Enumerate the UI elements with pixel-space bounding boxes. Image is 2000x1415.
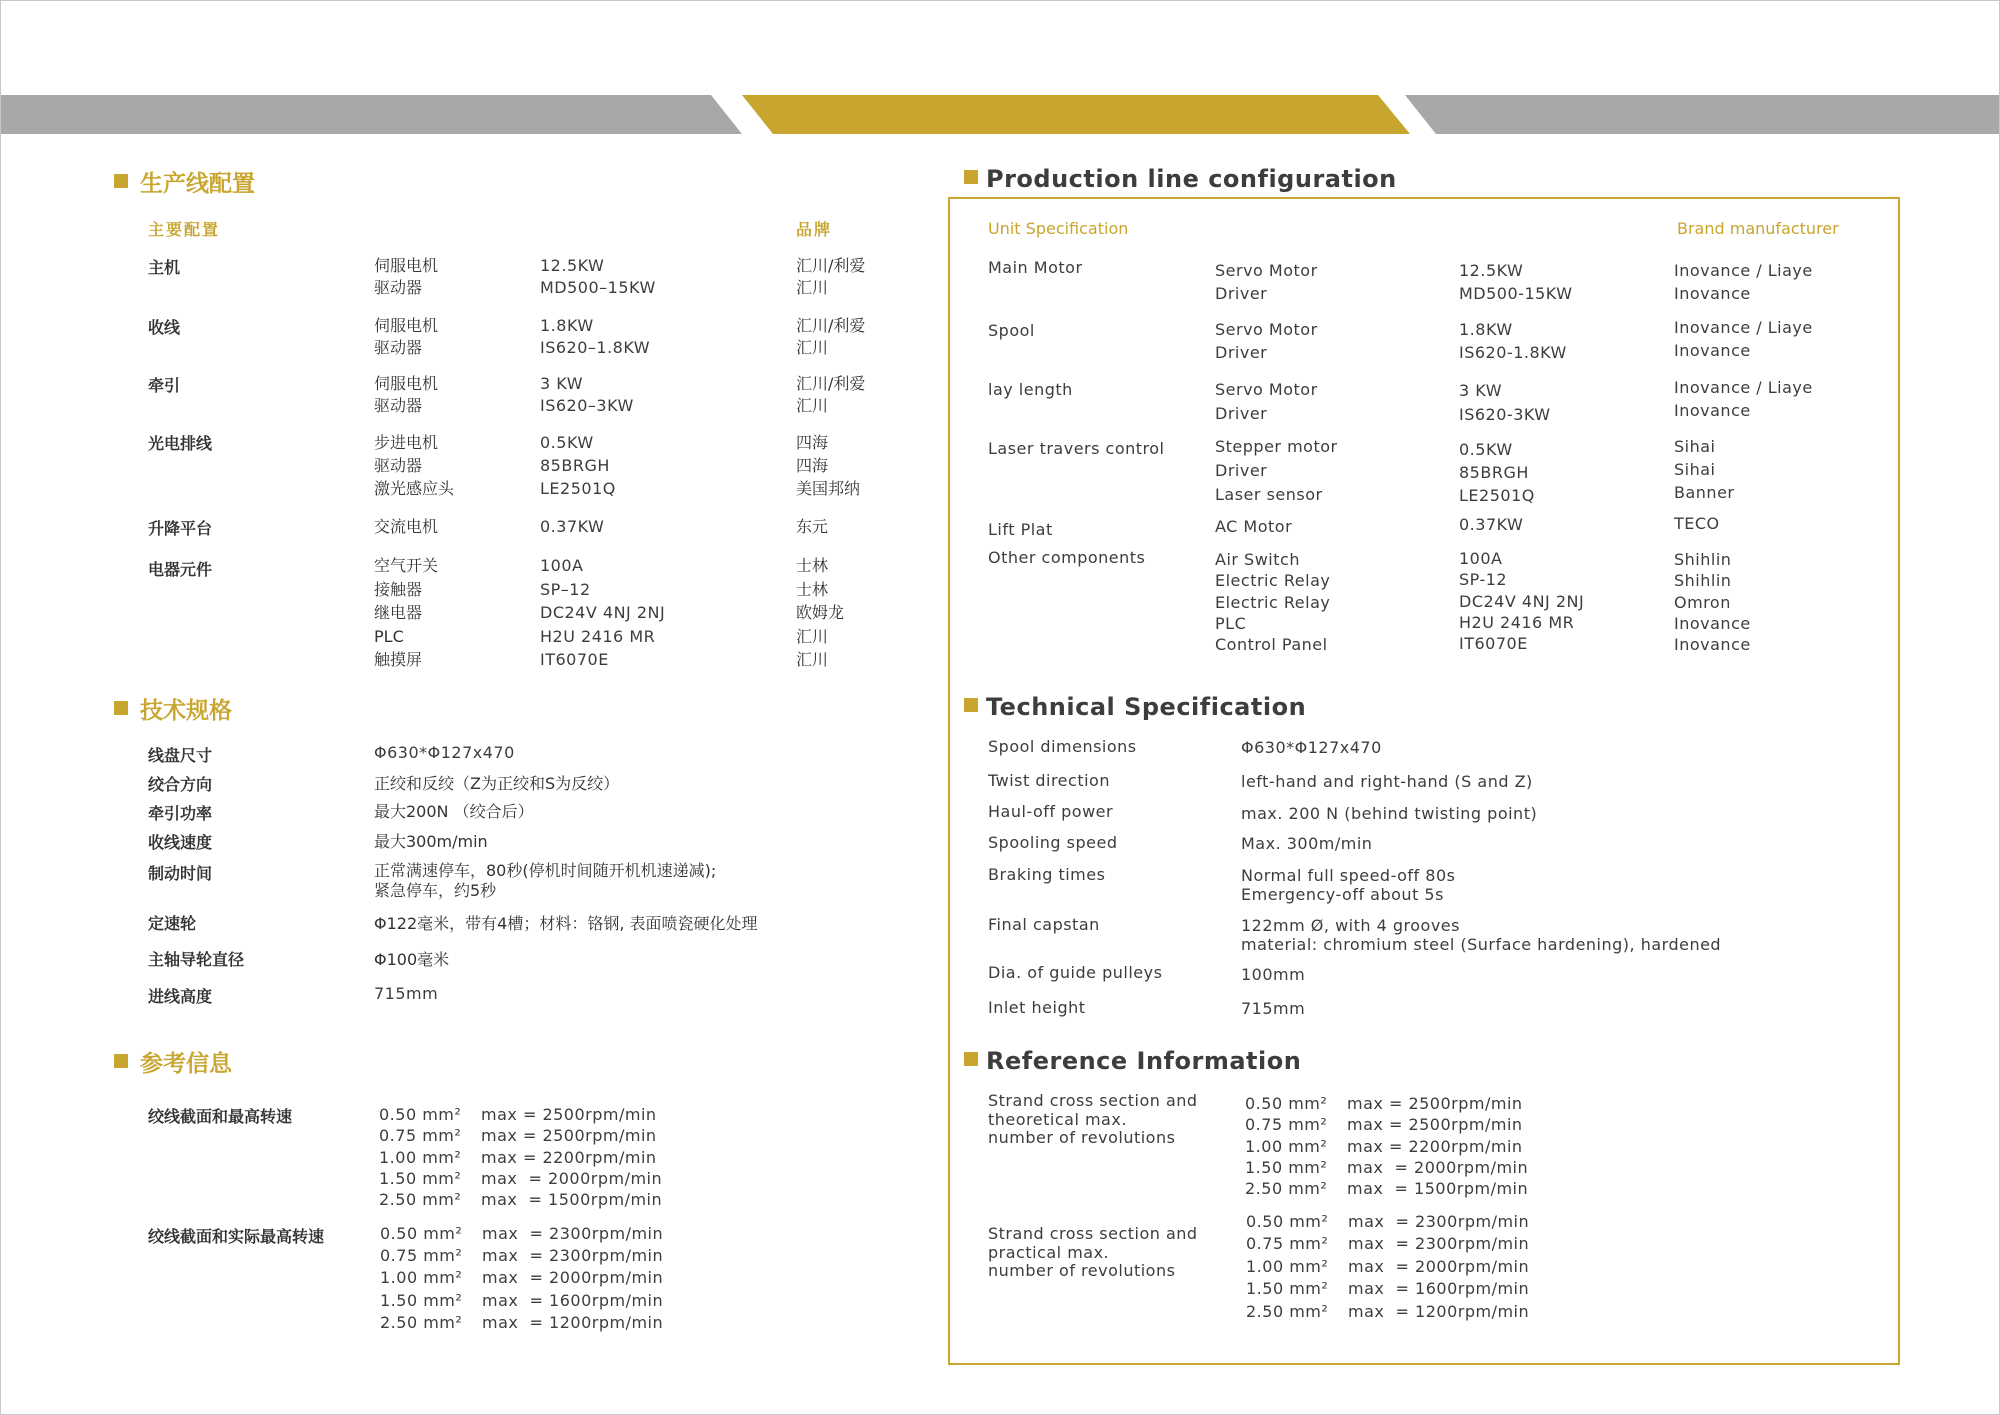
title-square-icon <box>964 698 978 712</box>
en-group-label: Laser travers control <box>988 439 1165 458</box>
cn-ref-theoretical-speeds: max = 2500rpm/min max = 2500rpm/min max = 2200rpm/min max = 2000rpm/min max = 1500rpm/min <box>481 1105 663 1210</box>
cn-tech-value: 715mm <box>374 984 439 1003</box>
en-group-items: Stepper motor Driver Laser sensor <box>1215 437 1338 504</box>
cn-ref-theoretical-sections: 0.50 mm² 0.75 mm² 1.00 mm² 1.50 mm² 2.50 mm² <box>379 1105 462 1210</box>
en-tech-title: Technical Specification <box>964 693 1306 721</box>
en-tech-value: max. 200 N (behind twisting point) <box>1241 804 1538 823</box>
cn-group-values: 0.5KW 85BRGH LE2501Q <box>540 433 616 498</box>
en-tech-label: Final capstan <box>988 915 1100 934</box>
cn-production-title: 生产线配置 <box>114 165 255 198</box>
en-tech-label: Spooling speed <box>988 833 1118 852</box>
title-square-icon <box>114 1054 128 1068</box>
en-tech-label: Braking times <box>988 865 1106 884</box>
cn-tech-value: 最大300m/min <box>374 832 488 851</box>
en-head-unit: Unit Specification <box>988 219 1129 238</box>
cn-tech-label: 定速轮 <box>148 914 197 933</box>
cn-ref-practical-speeds: max = 2300rpm/min max = 2300rpm/min max = 2000rpm/min max = 1600rpm/min max = 1200rpm/min <box>482 1224 664 1332</box>
en-tech-value: Φ630*Φ127x470 <box>1241 738 1382 757</box>
cn-group-brands: 汇川/利爱 汇川 <box>796 316 866 357</box>
cn-group-items: 交流电机 <box>374 517 439 536</box>
cn-tech-value: Φ630*Φ127x470 <box>374 743 515 762</box>
en-group-label: Lift Plat <box>988 520 1053 539</box>
en-tech-value: 715mm <box>1241 999 1306 1018</box>
cn-group-label: 光电排线 <box>148 434 213 453</box>
en-ref-practical-label: Strand cross section and practical max. number of revolutions <box>988 1224 1198 1280</box>
cn-tech-value: Φ122毫米，带有4槽；材料：铬钢, 表面喷瓷硬化处理 <box>374 914 758 933</box>
cn-tech-label: 线盘尺寸 <box>148 746 213 765</box>
en-group-values: 1.8KW IS620-1.8KW <box>1459 320 1567 362</box>
cn-tech-value: 最大200N （绞合后） <box>374 802 534 821</box>
cn-head-main: 主要配置 <box>148 220 221 239</box>
cn-ref-practical-label: 绞线截面和实际最高转速 <box>148 1227 325 1246</box>
cn-group-values: 12.5KW MD500–15KW <box>540 256 656 297</box>
title-square-icon <box>964 1052 978 1066</box>
en-tech-value: 100mm <box>1241 965 1306 984</box>
en-group-values: 0.37KW <box>1459 515 1524 534</box>
en-ref-theoretical-sections: 0.50 mm² 0.75 mm² 1.00 mm² 1.50 mm² 2.50 mm² <box>1245 1094 1328 1199</box>
cn-group-brands: 汇川/利爱 汇川 <box>796 256 866 297</box>
cn-group-items: 伺服电机 驱动器 <box>374 316 439 357</box>
cn-group-values: 3 KW IS620–3KW <box>540 374 634 415</box>
cn-group-label: 主机 <box>148 258 181 277</box>
en-tech-value: left-hand and right-hand (S and Z) <box>1241 772 1533 791</box>
cn-tech-value: 正绞和反绞（Z为正绞和S为反绞） <box>374 774 620 793</box>
cn-group-items: 空气开关 接触器 继电器 PLC 触摸屏 <box>374 556 439 669</box>
en-tech-value: 122mm Ø, with 4 grooves material: chromium steel (Surface hardening), hardened <box>1241 916 1722 954</box>
en-group-items: Servo Motor Driver <box>1215 320 1318 362</box>
en-ref-practical-speeds: max = 2300rpm/min max = 2300rpm/min max = 2000rpm/min max = 1600rpm/min max = 1200rpm/min <box>1348 1212 1530 1321</box>
en-tech-label: Spool dimensions <box>988 737 1137 756</box>
cn-tech-label: 主轴导轮直径 <box>148 950 245 969</box>
en-tech-label: Twist direction <box>988 771 1110 790</box>
cn-group-brands: 汇川/利爱 汇川 <box>796 374 866 415</box>
title-square-icon <box>114 174 128 188</box>
en-group-values: 0.5KW 85BRGH LE2501Q <box>1459 440 1535 505</box>
cn-group-items: 伺服电机 驱动器 <box>374 374 439 415</box>
cn-ref-practical-sections: 0.50 mm² 0.75 mm² 1.00 mm² 1.50 mm² 2.50 mm² <box>380 1224 463 1332</box>
cn-group-values: 100A SP–12 DC24V 4NJ 2NJ H2U 2416 MR IT6070E <box>540 556 666 669</box>
cn-tech-label: 制动时间 <box>148 864 213 883</box>
cn-tech-label: 牵引功率 <box>148 804 213 823</box>
en-ref-title: Reference Information <box>964 1047 1301 1075</box>
cn-group-values: 1.8KW IS620–1.8KW <box>540 316 651 357</box>
cn-tech-label: 进线高度 <box>148 987 213 1006</box>
en-group-values: 3 KW IS620-3KW <box>1459 381 1551 424</box>
en-group-items: Servo Motor Driver <box>1215 380 1318 423</box>
cn-ref-theoretical-label: 绞线截面和最高转速 <box>148 1107 293 1126</box>
en-head-brand: Brand manufacturer <box>1677 219 1839 238</box>
en-group-brands: Inovance / Liaye Inovance <box>1674 261 1813 303</box>
en-group-values: 100A SP-12 DC24V 4NJ 2NJ H2U 2416 MR IT6070E <box>1459 549 1585 654</box>
en-group-items: AC Motor <box>1215 517 1293 536</box>
title-square-icon <box>114 701 128 715</box>
cn-group-items: 伺服电机 驱动器 <box>374 256 439 297</box>
cn-group-label: 升降平台 <box>148 519 213 538</box>
en-group-brands: Inovance / Liaye Inovance <box>1674 318 1813 360</box>
en-group-label: Other components <box>988 548 1146 567</box>
en-group-brands: Shihlin Shihlin Omron Inovance Inovance <box>1674 550 1751 655</box>
en-tech-value: Max. 300m/min <box>1241 834 1373 853</box>
cn-group-values: 0.37KW <box>540 517 605 536</box>
cn-group-items: 步进电机 驱动器 激光感应头 <box>374 433 455 498</box>
en-group-items: Air Switch Electric Relay Electric Relay PLC Control Panel <box>1215 550 1331 655</box>
en-tech-label: Haul-off power <box>988 802 1114 821</box>
cn-tech-label: 绞合方向 <box>148 775 213 794</box>
cn-tech-value: 正常满速停车，80秒(停机时间随开机机速递减); 紧急停车，约5秒 <box>374 861 717 900</box>
en-ref-theoretical-label: Strand cross section and theoretical max. number of revolutions <box>988 1091 1198 1147</box>
cn-head-brand: 品牌 <box>796 220 833 239</box>
en-ref-practical-sections: 0.50 mm² 0.75 mm² 1.00 mm² 1.50 mm² 2.50 mm² <box>1246 1212 1329 1321</box>
cn-tech-label: 收线速度 <box>148 833 213 852</box>
cn-group-brands: 士林 士林 欧姆龙 汇川 汇川 <box>796 556 845 669</box>
en-group-brands: TECO <box>1674 514 1720 533</box>
en-production-title: Production line configuration <box>964 165 1397 193</box>
en-ref-theoretical-speeds: max = 2500rpm/min max = 2500rpm/min max = 2200rpm/min max = 2000rpm/min max = 1500rpm/min <box>1347 1094 1529 1199</box>
cn-tech-value: Φ100毫米 <box>374 950 450 969</box>
cn-tech-title: 技术规格 <box>114 692 232 725</box>
en-group-label: Main Motor <box>988 258 1083 277</box>
cn-group-brands: 四海 四海 美国邦纳 <box>796 433 861 498</box>
cn-ref-title: 参考信息 <box>114 1045 232 1078</box>
en-group-brands: Sihai Sihai Banner <box>1674 437 1735 502</box>
en-group-brands: Inovance / Liaye Inovance <box>1674 378 1813 420</box>
en-group-items: Servo Motor Driver <box>1215 261 1318 303</box>
en-tech-value: Normal full speed-off 80s Emergency-off about 5s <box>1241 866 1456 904</box>
cn-group-brands: 东元 <box>796 517 829 536</box>
cn-group-label: 收线 <box>148 318 181 337</box>
en-tech-label: Dia. of guide pulleys <box>988 963 1163 982</box>
cn-group-label: 牵引 <box>148 376 181 395</box>
title-square-icon <box>964 170 978 184</box>
en-group-label: lay length <box>988 380 1073 399</box>
en-group-label: Spool <box>988 321 1035 340</box>
en-tech-label: Inlet height <box>988 998 1086 1017</box>
cn-group-label: 电器元件 <box>148 560 213 579</box>
en-group-values: 12.5KW MD500-15KW <box>1459 261 1573 303</box>
